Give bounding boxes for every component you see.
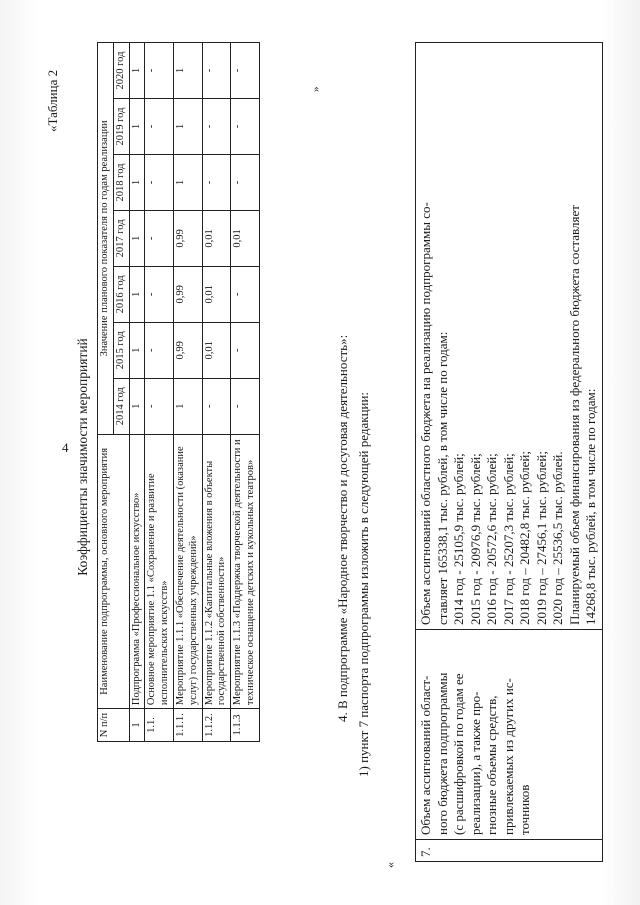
- item-text: [416, 43, 603, 630]
- significance-table: [97, 42, 260, 742]
- table-row: [231, 43, 260, 742]
- row-num: 1: [129, 709, 145, 742]
- row-value: 1: [129, 210, 145, 266]
- text-line: 2019 год – 27456,1 тыс. рублей;: [533, 451, 549, 625]
- table-caption: «Таблица 2: [45, 69, 60, 132]
- passport-item-table: [415, 42, 603, 862]
- row-value: 1: [129, 43, 145, 99]
- row-name: Мероприятие 1.1.1 «Обеспечение деятельности (оказание услуг) государственных учреждений»: [173, 434, 202, 708]
- text-line: 2018 год – 20482,8 тыс. рублей;: [517, 451, 532, 625]
- row-value: -: [145, 378, 174, 434]
- table-row: [173, 43, 202, 742]
- row-num: 1.1.2.: [202, 709, 231, 742]
- label-line: ного бюджета подпрограммы: [434, 672, 450, 835]
- item-number: 7.: [416, 840, 603, 862]
- header-name: Наименование подпрограммы, основного мероприятия: [98, 434, 130, 708]
- item-label: [416, 630, 603, 840]
- text-line: 2016 год - 20572,6 тыс. рублей;: [484, 453, 499, 625]
- row-value: 1: [173, 378, 202, 434]
- row-value: -: [202, 378, 231, 434]
- page-number: 4: [62, 440, 69, 455]
- table-title: Коэффициенты значимости мероприятий: [75, 338, 90, 576]
- text-line: 2017 год - 25207,3 тыс. рублей;: [500, 453, 516, 625]
- text-line: 14268,8 тыс. рублей, в том числе по годам:: [583, 388, 598, 625]
- row-value: -: [145, 43, 174, 99]
- row-name: Подпрограмма «Профессиональное искусство»: [129, 434, 145, 708]
- row-value: -: [231, 378, 260, 434]
- header-year: 2015 год: [113, 322, 129, 378]
- opening-quote: «: [383, 862, 397, 868]
- passport-item-row: [416, 43, 603, 862]
- row-value: 0,99: [173, 322, 202, 378]
- row-value: -: [145, 155, 174, 211]
- label-line: Объем ассигнований област-: [418, 675, 433, 835]
- table-row: [202, 43, 231, 742]
- header-year: 2020 год: [113, 43, 129, 99]
- row-value: 1: [173, 155, 202, 211]
- table-row: [129, 43, 145, 742]
- row-name: Основное мероприятие 1.1 «Сохранение и развитие исполнительских искусств»: [145, 434, 174, 708]
- row-value: 0,99: [173, 210, 202, 266]
- row-name: Мероприятие 1.1.3 «Поддержка творческой деятельности и техническое оснащение детских и кукольных театров»: [231, 434, 260, 708]
- header-year: 2017 год: [113, 210, 129, 266]
- text-line: Планируемый объем финансирования из федерального бюджета составляет: [566, 205, 582, 625]
- section-paragraph: 4. В подпрограмме «Народное творчество и досуговая деятельность»:: [335, 334, 350, 722]
- row-value: -: [145, 99, 174, 155]
- rotated-page-content: [35, 42, 635, 872]
- row-num: 1.1.1.: [173, 709, 202, 742]
- row-value: -: [145, 322, 174, 378]
- row-num: 1.1.3: [231, 709, 260, 742]
- row-num: 1.1.: [145, 709, 174, 742]
- table-row: [145, 43, 174, 742]
- row-value: 0,01: [202, 322, 231, 378]
- header-year: 2019 год: [113, 99, 129, 155]
- row-value: -: [231, 322, 260, 378]
- row-value: 0,99: [173, 266, 202, 322]
- header-values-group: Значение планового показателя по годам реализации: [98, 43, 114, 435]
- label-line: точников: [517, 784, 532, 835]
- row-value: 1: [173, 43, 202, 99]
- row-value: -: [231, 155, 260, 211]
- row-value: 1: [129, 378, 145, 434]
- row-value: -: [202, 43, 231, 99]
- label-line: привлекаемых из других ис-: [500, 678, 516, 835]
- row-value: -: [231, 266, 260, 322]
- row-value: -: [231, 99, 260, 155]
- label-line: реализации), а также про-: [467, 691, 483, 835]
- text-line: 2014 год - 25105,9 тыс. рублей;: [451, 453, 466, 625]
- text-line: 2015 год - 20976,9 тыс. рублей;: [467, 453, 483, 625]
- header-year: 2016 год: [113, 266, 129, 322]
- row-value: 0,01: [202, 266, 231, 322]
- row-value: -: [145, 210, 174, 266]
- row-value: 1: [129, 266, 145, 322]
- text-line: 2020 год – 25536,5 тыс. рублей.: [550, 451, 565, 625]
- row-value: -: [202, 155, 231, 211]
- header-year: 2014 год: [113, 378, 129, 434]
- row-name: Мероприятие 1.1.2 «Капитальные вложения в объекты государственной собственности»: [202, 434, 231, 708]
- row-value: -: [145, 266, 174, 322]
- label-line: (с расшифровкой по годам ее: [451, 673, 466, 835]
- row-value: -: [231, 43, 260, 99]
- header-year: 2018 год: [113, 155, 129, 211]
- subsection-paragraph: 1) пункт 7 паспорта подпрограммы изложить в следующей редакции:: [356, 391, 371, 777]
- row-value: 1: [129, 99, 145, 155]
- row-value: -: [202, 99, 231, 155]
- table-closing-quote: »: [310, 86, 322, 92]
- row-value: 1: [129, 155, 145, 211]
- row-value: 0,01: [231, 210, 260, 266]
- text-line: ставляет 165338,1 тыс. рублей, в том числе по годам:: [434, 331, 450, 625]
- row-value: 1: [129, 322, 145, 378]
- text-line: Объем ассигнований областного бюджета на реализацию подпрограммы со-: [418, 202, 433, 625]
- row-value: 0,01: [202, 210, 231, 266]
- row-value: 1: [173, 99, 202, 155]
- label-line: гнозные объемы средств,: [484, 695, 499, 835]
- header-num: N п/п: [98, 709, 130, 742]
